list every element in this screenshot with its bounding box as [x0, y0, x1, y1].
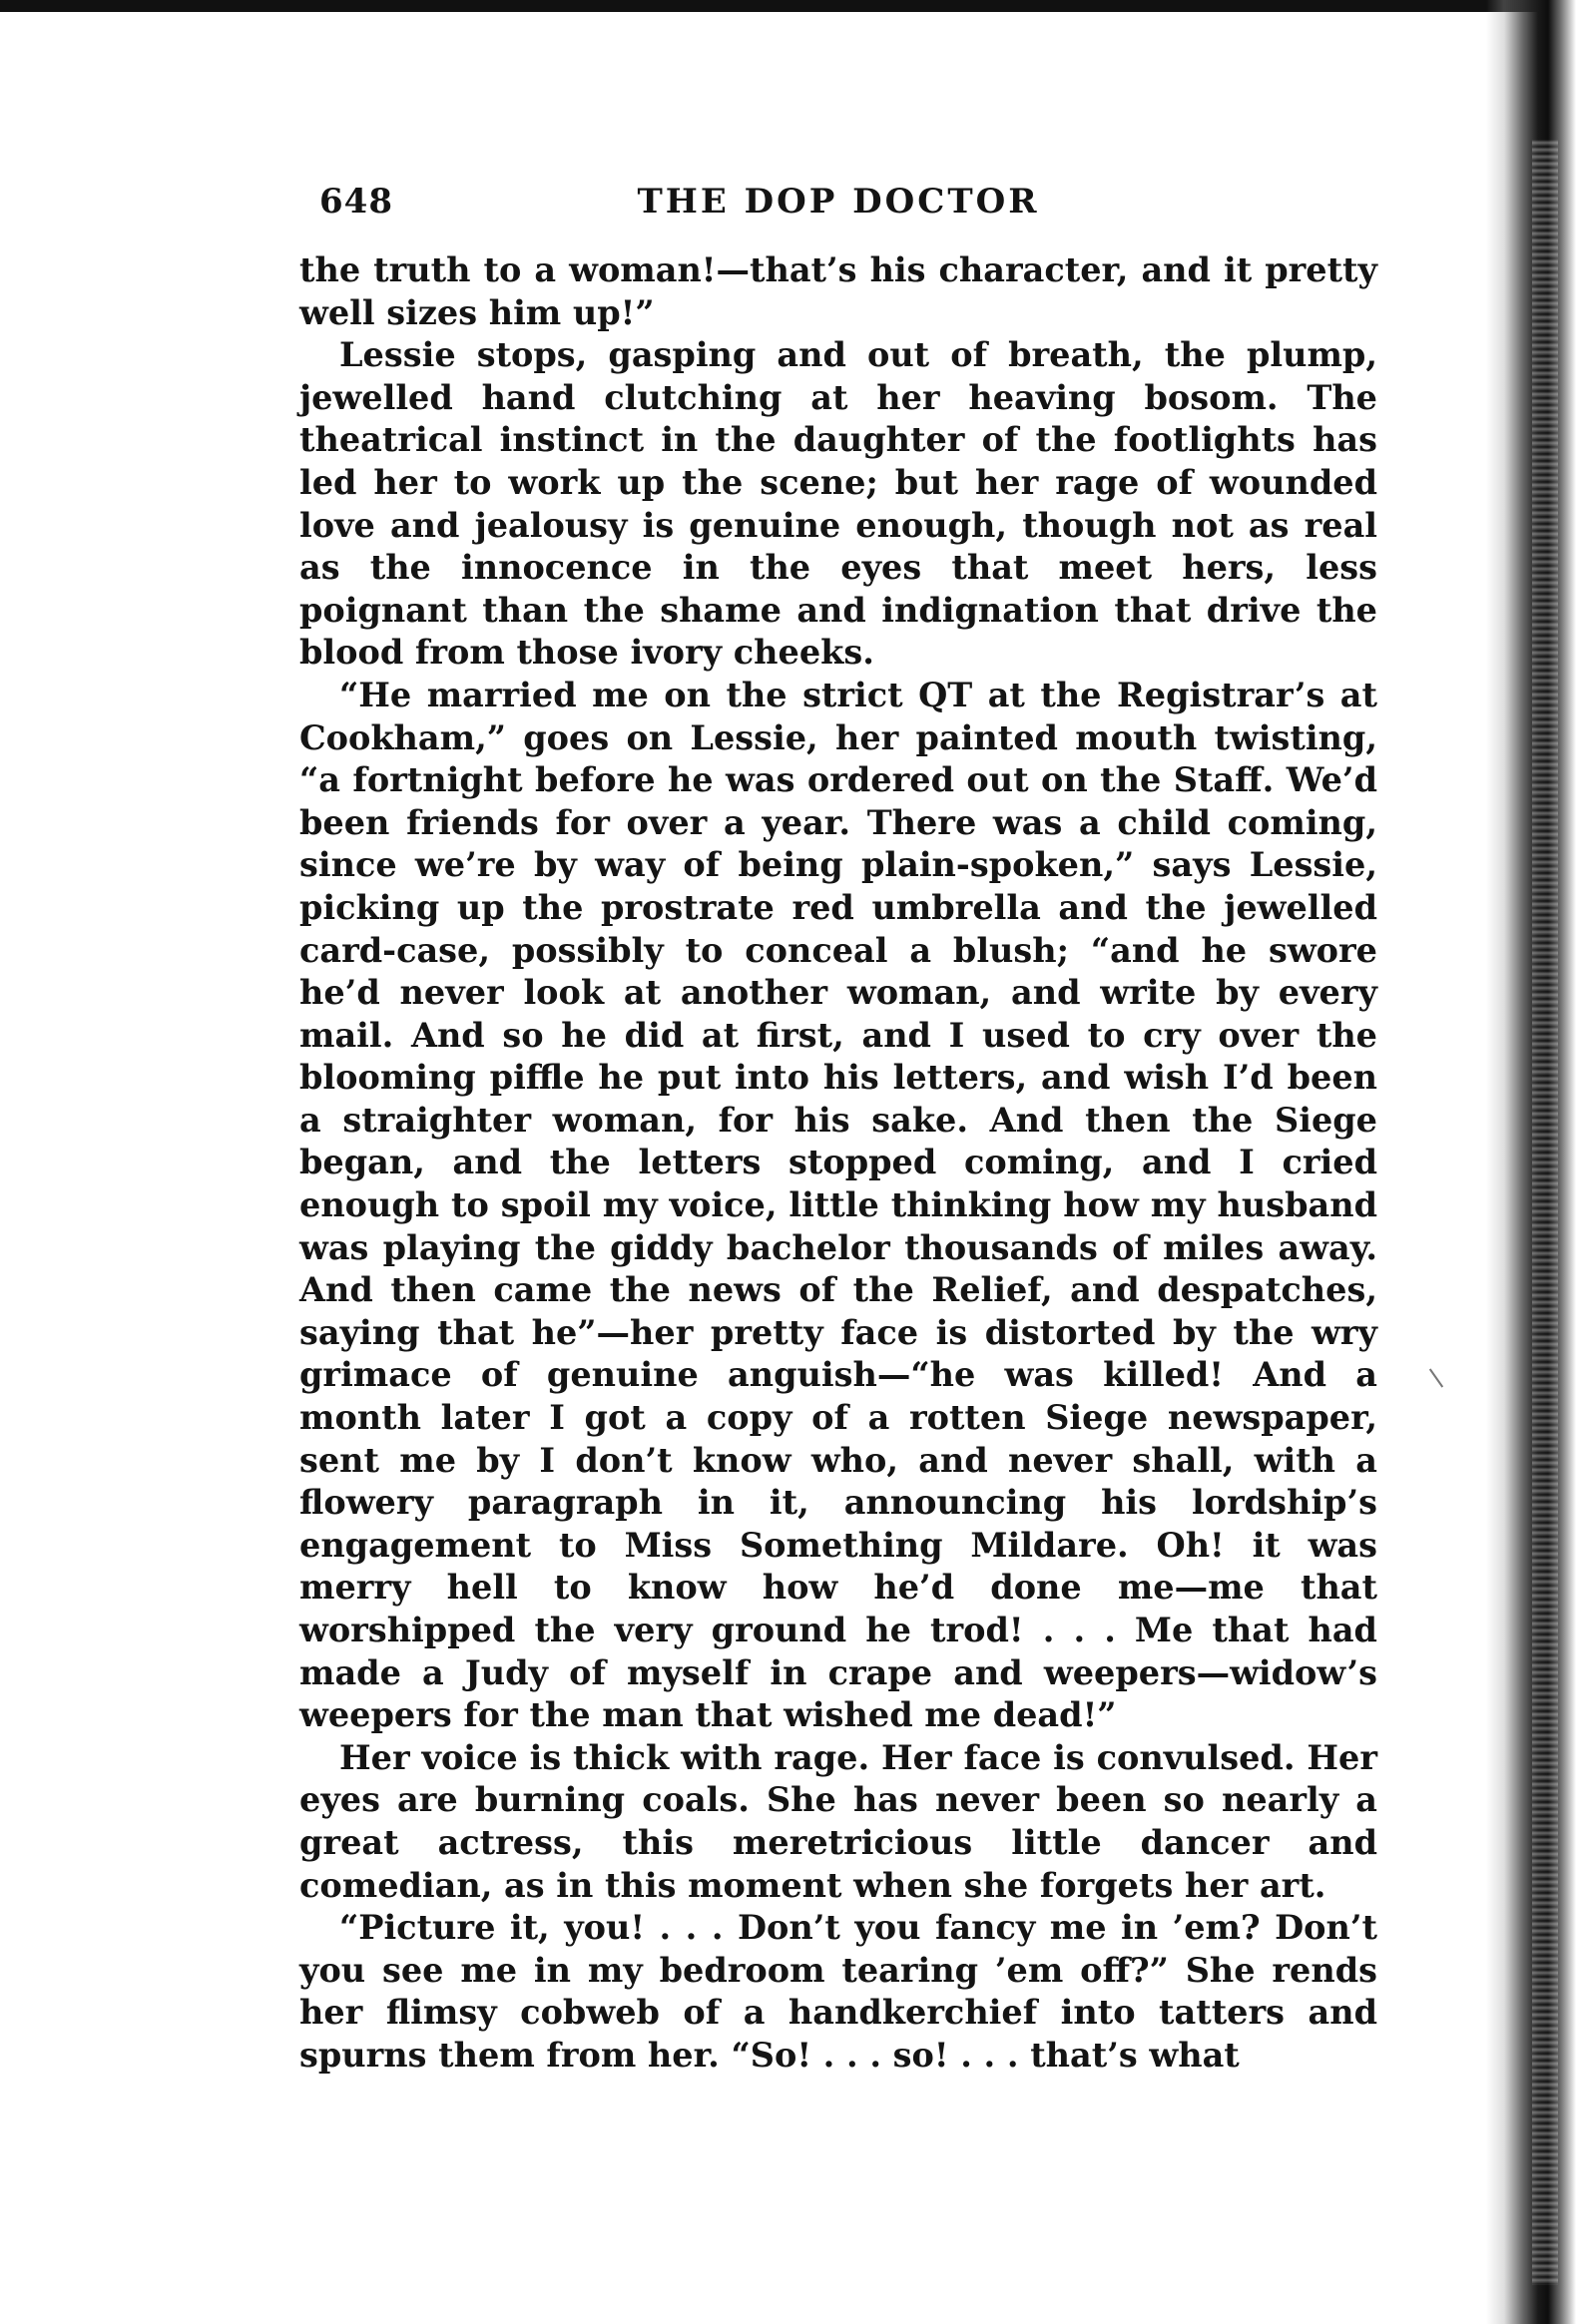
paragraph: Her voice is thick with rage. Her face is convulsed. Her eyes are burning coals. She has never been so nearly a great actress, this meretricious little dancer and comedian, as in this moment when she forgets her art. [299, 1737, 1377, 1905]
paragraph: Lessie stops, gasping and out of breath, the plump, jewelled hand clutching at her heaving bosom. The theatrical instinct in the daughter of the footlights has led her to work up the scene; but her rage of wounded love and jealousy is genuine enough, though not as real as the innocence in the eyes that meet hers, less poignant than the shame and indignation that drive the blood from those ivory cheeks. [299, 335, 1377, 673]
text-block [299, 168, 1377, 2078]
binding-texture [1532, 140, 1558, 2285]
paragraph: “Picture it, you! . . . Don’t you fancy me in ’em? Don’t you see me in my bedroom tearing ’em off?” She rends her flimsy cobweb of a handkerchief into tatters and spurns them from her. “So! . . . so! . . . that’s what [299, 1908, 1377, 2075]
body-text [299, 249, 1377, 2078]
running-title: THE DOP DOCTOR [637, 182, 1040, 222]
paragraph-continued: the truth to a woman!—that’s his character, and it pretty well sizes him up!” [299, 250, 1377, 332]
running-head [299, 168, 1377, 239]
stray-pencil-mark [1429, 1368, 1443, 1387]
scan-top-border [0, 0, 1576, 12]
page-number: 648 [319, 182, 393, 222]
book-binding-edge [1486, 0, 1576, 2324]
paragraph: “He married me on the strict QT at the Registrar’s at Cookham,” goes on Lessie, her painted mouth twisting, “a fortnight before he was ordered out on the Staff. We’d been friends for over a year. There was a child coming, since we’re by way of being plain-spoken,” says Lessie, picking up the prostrate red umbrella and the jewelled card-case, possibly to conceal a blush; “and he swore he’d never look at another woman, and write by every mail. And so he did at first, and I used to cry over the blooming piffle he put into his letters, and wish I’d been a straighter woman, for his sake. And then the Siege began, and the letters stopped coming, and I cried enough to spoil my voice, little thinking how my husband was playing the giddy bachelor thousands of miles away. And then came the news of the Relief, and despatches, saying that he”—her pretty face is distorted by the wry grimace of genuine anguish—“he was killed! And a month later I got a copy of a rotten Siege newspaper, sent me by I don’t know who, and never shall, with a flowery paragraph in it, announcing his lordship’s engagement to Miss Something Mildare. Oh! it was merry hell to know how he’d done me—me that worshipped the very ground he trod! . . . Me that had made a Judy of myself in crape and weepers—widow’s weepers for the man that wished me dead!” [299, 675, 1377, 1735]
